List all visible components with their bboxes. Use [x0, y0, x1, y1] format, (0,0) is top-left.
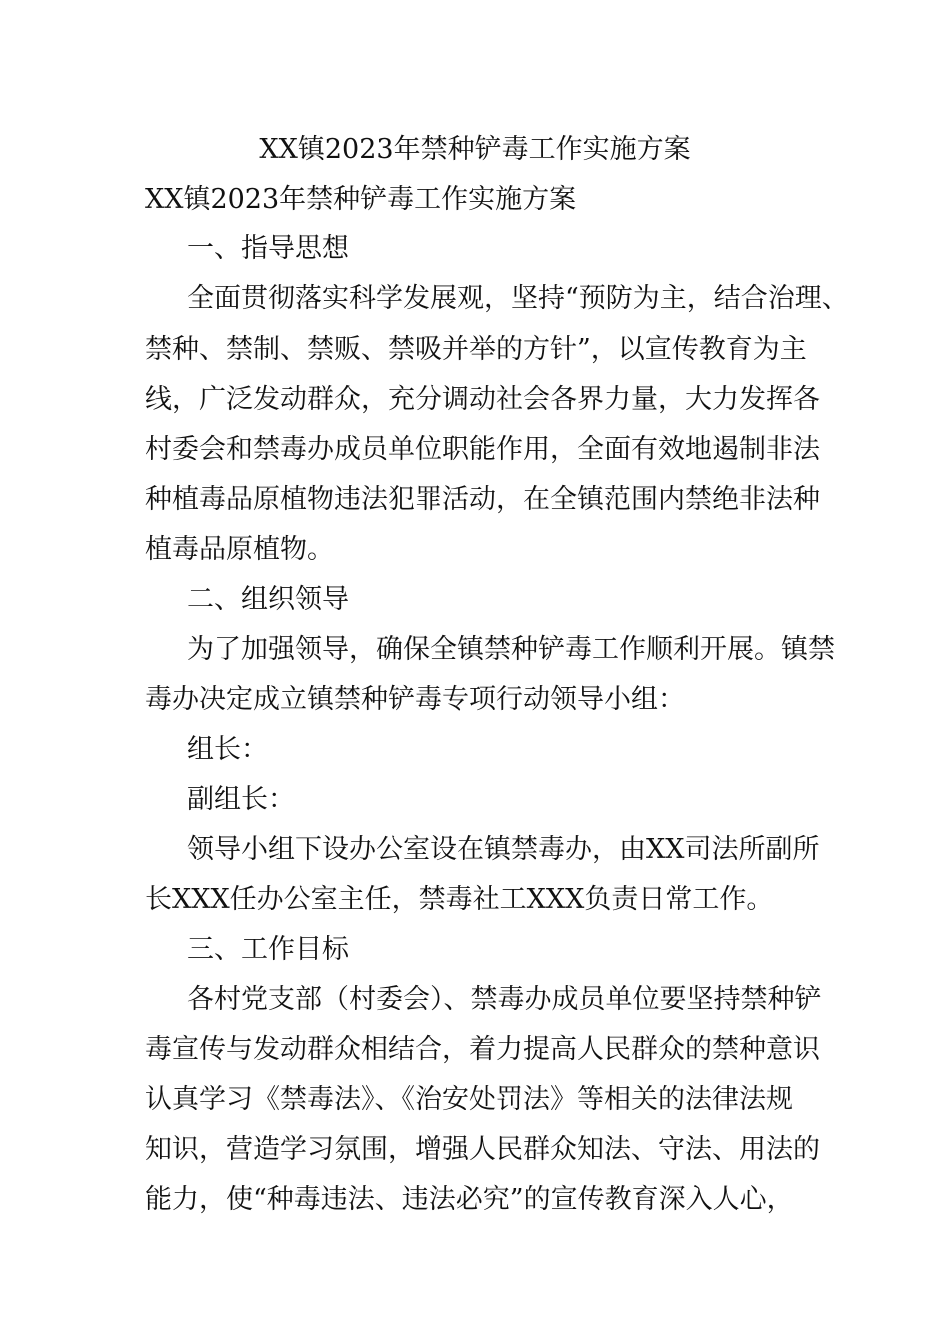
paragraph-line: 毒办决定成立镇禁种铲毒专项行动领导小组： [145, 684, 685, 715]
paragraph-line: 线，广泛发动群众，充分调动社会各界力量，大力发挥各 [145, 384, 820, 415]
paragraph-line: 能力，使“种毒违法、违法必究”的宣传教育深入人心， [145, 1184, 794, 1215]
paragraph-line: 认真学习《禁毒法》、《治安处罚法》等相关的法律法规 [145, 1084, 793, 1115]
page-title: XX镇2023年禁种铲毒工作实施方案 [259, 134, 691, 165]
paragraph-line: 种植毒品原植物违法犯罪活动，在全镇范围内禁绝非法种 [145, 484, 820, 515]
deputy-leader-label: 副组长： [187, 784, 295, 815]
paragraph-line: 领导小组下设办公室设在镇禁毒办，由XX司法所副所 [187, 834, 820, 865]
paragraph-line: 植毒品原植物。 [145, 534, 334, 565]
paragraph-line: 长XXX任办公室主任，禁毒社工XXX负责日常工作。 [145, 884, 774, 915]
document-subtitle: XX镇2023年禁种铲毒工作实施方案 [145, 184, 577, 215]
paragraph-line: 村委会和禁毒办成员单位职能作用，全面有效地遏制非法 [145, 434, 820, 465]
paragraph-line: 各村党支部（村委会）、禁毒办成员单位要坚持禁种铲 [187, 984, 822, 1015]
paragraph-line: 禁种、禁制、禁贩、禁吸并举的方针”，以宣传教育为主 [145, 334, 807, 365]
section-heading-1: 一、指导思想 [187, 233, 349, 264]
paragraph-line: 知识，营造学习氛围，增强人民群众知法、守法、用法的 [145, 1134, 820, 1165]
section-heading-2: 二、组织领导 [187, 584, 349, 615]
section-heading-3: 三、工作目标 [187, 934, 349, 965]
paragraph-line: 全面贯彻落实科学发展观，坚持“预防为主，结合治理、 [187, 283, 849, 314]
paragraph-line: 为了加强领导，确保全镇禁种铲毒工作顺利开展。镇禁 [187, 634, 835, 665]
paragraph-line: 毒宣传与发动群众相结合，着力提高人民群众的禁种意识 [145, 1034, 820, 1065]
leader-label: 组长： [187, 734, 268, 765]
